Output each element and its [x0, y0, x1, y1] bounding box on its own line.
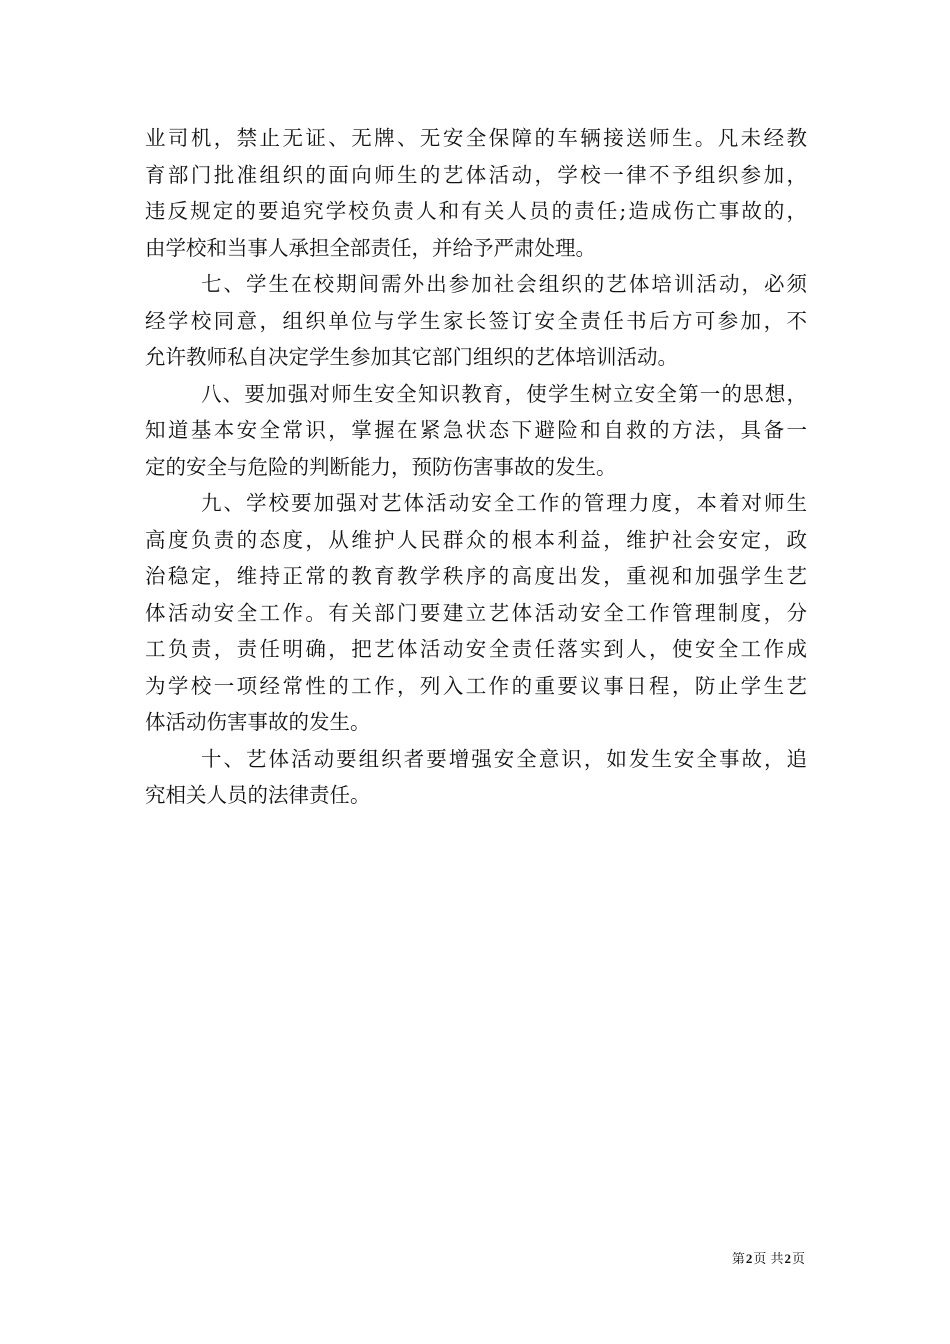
current-page-number: 2 [745, 1251, 753, 1266]
footer-prefix: 第 [731, 1252, 745, 1267]
text-line: 究相关人员的法律责任。 [145, 783, 371, 807]
text-line: 由学校和当事人承担全部责任，并给予严肃处理。 [145, 235, 596, 260]
text-line: 为学校一项经常性的工作，列入工作的重要议事日程，防止学生艺 [145, 673, 807, 698]
paragraph-first-line: 七、学生在校期间需外出参加社会组织的艺体培训活动，必须 [201, 272, 807, 296]
footer-middle: 页 共 [753, 1252, 784, 1267]
page-footer [732, 1248, 805, 1267]
text-line: 工负责，责任明确，把艺体活动安全责任落实到人，使安全工作成 [145, 637, 807, 661]
text-line: 育部门批准组织的面向师生的艺体活动，学校一律不予组织参加， [145, 162, 807, 187]
total-pages-number: 2 [784, 1251, 791, 1266]
text-line: 知道基本安全常识，掌握在紧急状态下避险和自救的方法，具备一 [145, 418, 807, 442]
text-line: 体活动伤害事故的发生。 [145, 710, 371, 734]
paragraph-first-line: 九、学校要加强对艺体活动安全工作的管理力度，本着对师生 [201, 491, 807, 515]
document-body [145, 120, 807, 814]
paragraph-first-line: 十、艺体活动要组织者要增强安全意识，如发生安全事故，追 [201, 746, 807, 771]
paragraph-first-line: 八、要加强对师生安全知识教育，使学生树立安全第一的思想， [201, 381, 807, 406]
text-line: 定的安全与危险的判断能力，预防伤害事故的发生。 [145, 454, 617, 479]
text-line: 体活动安全工作。有关部门要建立艺体活动安全工作管理制度，分 [145, 600, 807, 625]
text-line: 高度负责的态度，从维护人民群众的根本利益，维护社会安定，政 [145, 527, 807, 552]
text-line: 治稳定，维持正常的教育教学秩序的高度出发，重视和加强学生艺 [145, 564, 807, 588]
text-line: 允许教师私自决定学生参加其它部门组织的艺体培训活动。 [145, 345, 678, 369]
footer-suffix: 页 [791, 1252, 805, 1267]
text-line: 经学校同意，组织单位与学生家长签订安全责任书后方可参加，不 [145, 308, 807, 333]
text-line: 违反规定的要追究学校负责人和有关人员的责任;造成伤亡事故的， [145, 199, 807, 223]
text-line: 业司机，禁止无证、无牌、无安全保障的车辆接送师生。凡未经教 [145, 126, 807, 150]
